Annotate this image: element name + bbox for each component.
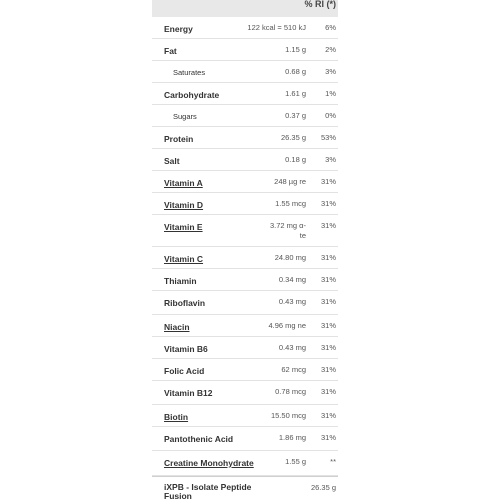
table-row	[152, 39, 338, 61]
table-row	[152, 476, 338, 500]
table-row	[152, 381, 338, 405]
nutrient-value: 248 µg re	[274, 177, 306, 186]
nutrient-value: 1.15 g	[285, 45, 306, 54]
table-row	[152, 193, 338, 215]
table-row	[152, 451, 338, 476]
ri-percentage: **	[330, 457, 336, 466]
nutrient-value: 0.43 mg	[278, 297, 306, 306]
table-row	[152, 315, 338, 337]
nutrient-name: Thiamin	[164, 276, 197, 286]
ri-percentage: 31%	[320, 387, 336, 396]
ri-percentage: 3%	[325, 155, 336, 164]
ri-percentage: 31%	[320, 411, 336, 420]
table-row	[152, 291, 338, 315]
nutrient-link[interactable]: Vitamin D	[164, 200, 204, 210]
nutrient-value: 15.50 mcg	[270, 411, 306, 420]
ri-percentage: 31%	[320, 343, 336, 352]
ri-percentage: 31%	[320, 253, 336, 262]
ri-column-header: % RI (*)	[304, 0, 336, 9]
nutrient-value: 24.80 mg	[274, 253, 306, 262]
ri-percentage: 31%	[320, 199, 336, 208]
nutrient-value: 1.86 mg	[278, 433, 306, 442]
ri-percentage: 31%	[320, 433, 336, 442]
nutrient-name: Riboflavin	[164, 298, 206, 308]
ri-percentage: 3%	[325, 67, 336, 76]
ri-percentage: 2%	[325, 45, 336, 54]
table-row	[152, 83, 338, 105]
nutrient-value: 26.35 g	[310, 483, 336, 492]
nutrient-name: iXPB - Isolate Peptide Fusion	[164, 482, 252, 501]
nutrient-value: 4.96 mg ne	[268, 321, 306, 330]
table-row	[152, 61, 338, 83]
nutrient-value: 122 kcal = 510 kJ	[247, 23, 306, 32]
nutrient-value: 1.55 mcg	[275, 199, 306, 208]
nutrient-name: Pantothenic Acid	[164, 434, 234, 444]
nutrient-value: 0.78 mcg	[275, 387, 306, 396]
ri-percentage: 31%	[320, 297, 336, 306]
nutrient-name: Sugars	[173, 112, 197, 121]
ri-percentage: 53%	[320, 133, 336, 142]
table-row	[152, 127, 338, 149]
nutrient-link[interactable]: Creatine Monohydrate	[164, 458, 254, 468]
table-row	[152, 215, 338, 247]
table-row	[152, 269, 338, 291]
ri-percentage: 31%	[320, 275, 336, 284]
ri-percentage: 0%	[325, 111, 336, 120]
ri-percentage: 1%	[325, 89, 336, 98]
nutrient-name: Protein	[164, 134, 194, 144]
nutrient-name: Energy	[164, 24, 193, 34]
nutrient-value: 3.72 mg α-te	[269, 221, 306, 240]
nutrient-name: Vitamin B12	[164, 388, 213, 398]
nutrient-value: 1.55 g	[285, 457, 306, 466]
table-header	[152, 0, 338, 17]
table-row	[152, 105, 338, 127]
nutrient-value: 0.43 mg	[278, 343, 306, 352]
nutrient-name: Fat	[164, 46, 177, 56]
nutrient-link[interactable]: Vitamin C	[164, 254, 204, 264]
nutrient-value: 1.61 g	[285, 89, 306, 98]
nutrient-link[interactable]: Biotin	[164, 412, 189, 422]
table-row	[152, 247, 338, 269]
nutrient-link[interactable]: Niacin	[164, 322, 190, 332]
ri-percentage: 31%	[320, 177, 336, 186]
table-row	[152, 427, 338, 451]
nutrient-value: 62 mcg	[281, 365, 306, 374]
nutrient-link[interactable]: Vitamin A	[164, 178, 203, 188]
nutrient-name: Vitamin B6	[164, 344, 208, 354]
table-row	[152, 149, 338, 171]
nutrient-value: 26.35 g	[280, 133, 306, 142]
ri-percentage: 31%	[320, 365, 336, 374]
nutrient-value: 0.37 g	[285, 111, 306, 120]
ri-percentage: 31%	[320, 221, 336, 230]
ri-percentage: 31%	[320, 321, 336, 330]
table-row	[152, 337, 338, 359]
nutrient-name: Salt	[164, 156, 180, 166]
nutrient-name: Carbohydrate	[164, 90, 220, 100]
nutrient-value: 0.18 g	[285, 155, 306, 164]
table-row	[152, 17, 338, 39]
nutrient-value: 0.68 g	[285, 67, 306, 76]
nutrient-name: Folic Acid	[164, 366, 205, 376]
nutrient-link[interactable]: Vitamin E	[164, 222, 203, 232]
table-row	[152, 171, 338, 193]
nutrient-value: 0.34 mg	[278, 275, 306, 284]
table-row	[152, 405, 338, 427]
table-row	[152, 359, 338, 381]
ri-percentage: 6%	[325, 23, 336, 32]
nutrient-name: Saturates	[173, 68, 206, 77]
nutrition-table	[152, 0, 338, 500]
